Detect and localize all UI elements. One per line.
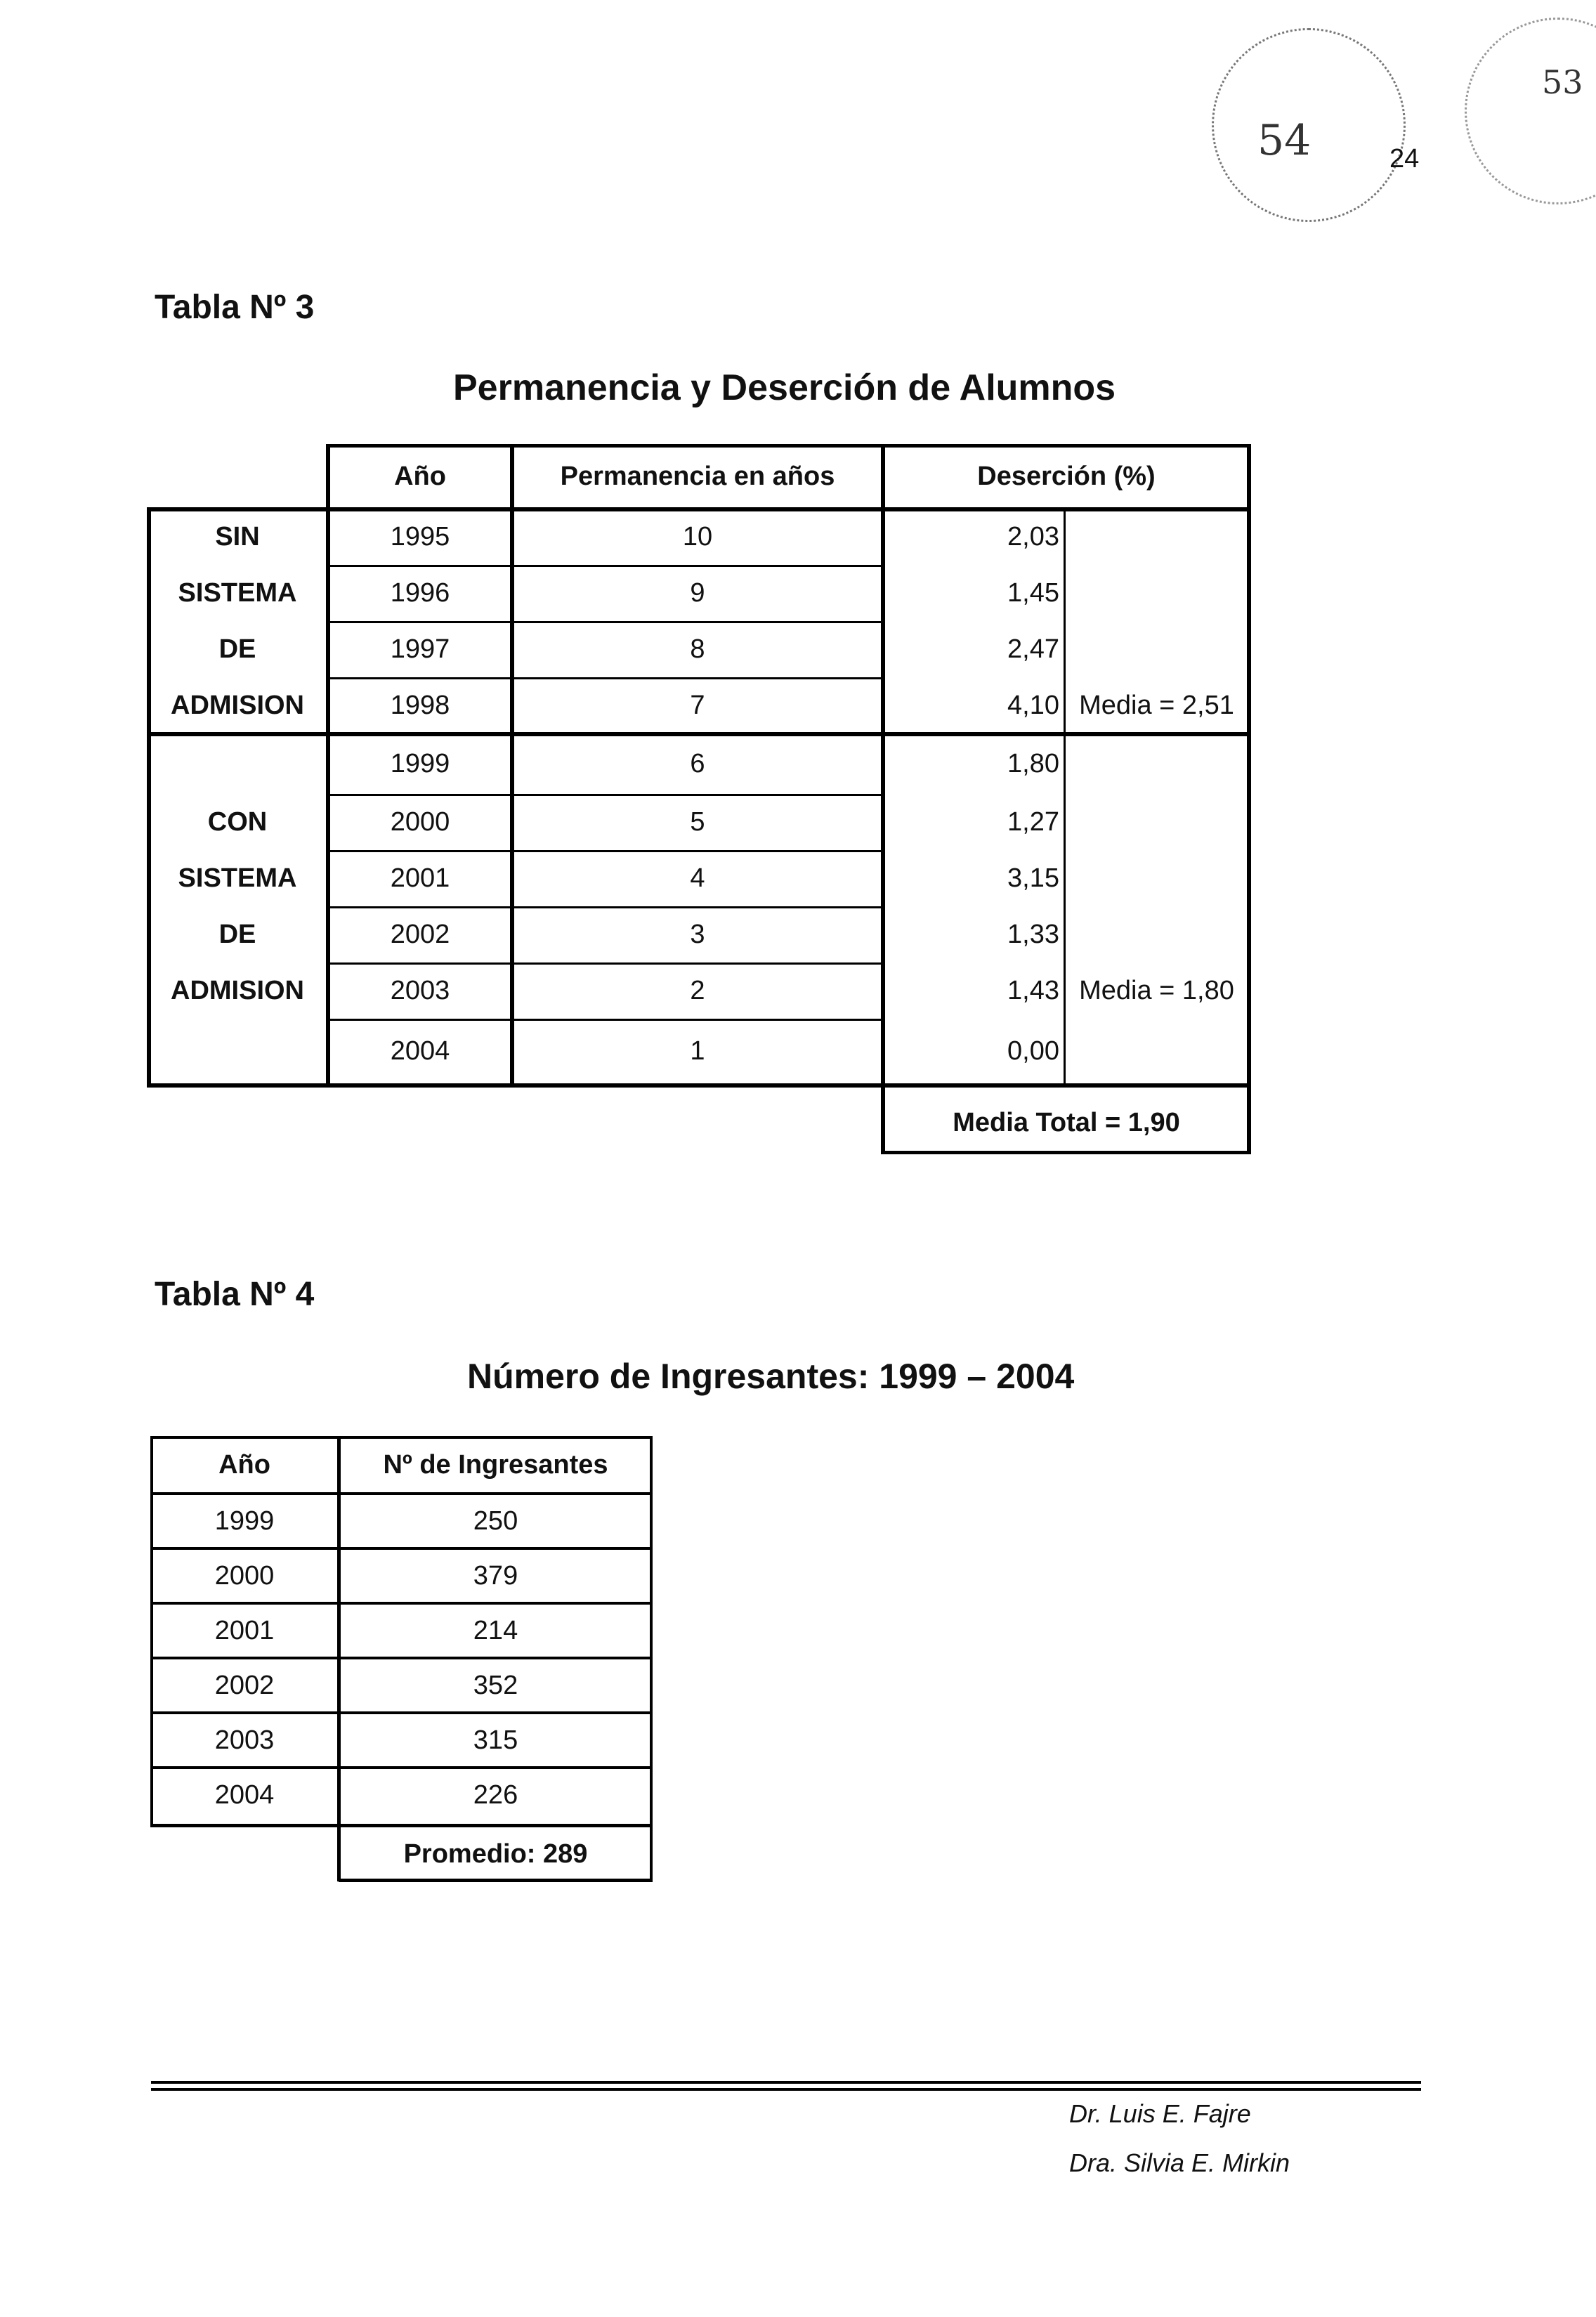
table3-cell-permanencia: 1 [690, 1036, 705, 1066]
group-sin-label-1: SIN [215, 521, 260, 551]
table4-cell-year: 2000 [214, 1560, 275, 1591]
table4-row-divider [150, 1657, 653, 1659]
table3-row-divider [328, 621, 883, 623]
table3-row-divider [328, 1019, 883, 1021]
table3-cell-permanencia: 7 [690, 690, 705, 720]
table4-promedio: Promedio: 289 [403, 1839, 588, 1869]
table3-caption: Tabla Nº 3 [155, 289, 315, 326]
table3-cell-permanencia: 6 [690, 748, 705, 778]
table3-cell-permanencia: 2 [690, 975, 705, 1005]
table4-cell-year: 2004 [214, 1780, 275, 1810]
table4-header-ingresantes: Nº de Ingresantes [383, 1449, 608, 1480]
table3-cell-desercion: 3,15 [1007, 863, 1059, 893]
table3-cell-year: 1997 [390, 634, 450, 664]
table3-cell-permanencia: 4 [690, 863, 705, 893]
media-total: Media Total = 1,90 [953, 1107, 1180, 1137]
media-sin: Media = 2,51 [1079, 690, 1234, 720]
table3-header-bottom [147, 507, 1250, 511]
table3-cell-year: 1999 [390, 748, 450, 778]
table3-cell-desercion: 4,10 [1007, 690, 1059, 720]
table4-cell-ingresantes: 352 [473, 1670, 518, 1700]
seal-stamp-right [1465, 18, 1596, 204]
author-2: Dra. Silvia E. Mirkin [1069, 2148, 1290, 2177]
table3-row-divider [328, 565, 883, 567]
table3-cell-year: 2003 [390, 975, 450, 1005]
table3-cell-year: 1996 [390, 577, 450, 608]
table3-cell-year: 2001 [390, 863, 450, 893]
table3-cell-desercion: 1,80 [1007, 748, 1059, 778]
table4-header-year: Año [218, 1449, 270, 1480]
table3-title: Permanencia y Deserción de Alumnos [453, 367, 1116, 408]
table3-left-border [147, 507, 151, 1088]
table4-row-divider [150, 1766, 653, 1769]
group-con-label-3: DE [218, 919, 256, 949]
table3-cell-desercion: 1,33 [1007, 919, 1059, 949]
table3-top-border [328, 444, 1250, 448]
table3 [147, 444, 1250, 1155]
table3-header-permanencia: Permanencia en años [560, 461, 835, 491]
table4-cell-ingresantes: 250 [473, 1506, 518, 1536]
table3-cell-permanencia: 9 [690, 577, 705, 608]
group-con-label-4: ADMISION [171, 975, 304, 1005]
table3-cell-year: 2004 [390, 1036, 450, 1066]
table4-cell-year: 2001 [214, 1615, 275, 1645]
group-sin-label-4: ADMISION [171, 690, 304, 720]
table3-row-divider [328, 850, 883, 852]
handwritten-folio-54: 54 [1257, 116, 1312, 165]
table4-left-border [150, 1436, 153, 1827]
table3-cell-year: 1995 [390, 521, 450, 551]
table4-row-divider [150, 1547, 653, 1550]
table4-cell-ingresantes: 226 [473, 1780, 518, 1810]
table3-col-divider [326, 444, 330, 1088]
table4-title: Número de Ingresantes: 1999 – 2004 [467, 1357, 1075, 1396]
table3-cell-permanencia: 5 [690, 807, 705, 837]
table4-cell-year: 2003 [214, 1725, 275, 1755]
table3-cell-desercion: 0,00 [1007, 1036, 1059, 1066]
table4-bottom-border [150, 1824, 653, 1827]
table4-row-divider [150, 1711, 653, 1714]
table3-bottom-border [147, 1083, 1250, 1088]
table4-cell-ingresantes: 315 [473, 1725, 518, 1755]
table4-top-border [150, 1436, 653, 1439]
table3-cell-permanencia: 3 [690, 919, 705, 949]
table3-cell-year: 2000 [390, 807, 450, 837]
footer-rule-top [151, 2081, 1421, 2084]
group-con-label-2: SISTEMA [178, 863, 297, 893]
author-1: Dr. Luis E. Fajre [1069, 2099, 1251, 2128]
table3-media-divider [1064, 509, 1066, 1083]
table4-promedio-bottom [339, 1879, 653, 1882]
table4-col-divider [337, 1436, 341, 1881]
table3-cell-year: 1998 [390, 690, 450, 720]
table3-header-desercion: Deserción (%) [977, 461, 1156, 491]
table4-caption: Tabla Nº 4 [155, 1276, 315, 1313]
table3-row-divider [328, 677, 883, 679]
group-sin-label-3: DE [218, 634, 256, 664]
table3-cell-desercion: 2,47 [1007, 634, 1059, 664]
table3-cell-year: 2002 [390, 919, 450, 949]
table3-cell-desercion: 1,43 [1007, 975, 1059, 1005]
table3-total-bottom [883, 1151, 1250, 1154]
table3-cell-permanencia: 10 [682, 521, 713, 551]
group-sin-label-2: SISTEMA [178, 577, 297, 608]
table3-col-divider [510, 444, 514, 1088]
table3-cell-desercion: 1,45 [1007, 577, 1059, 608]
table4-row-divider [150, 1602, 653, 1605]
table3-cell-permanencia: 8 [690, 634, 705, 664]
table4-cell-ingresantes: 379 [473, 1560, 518, 1591]
table4-row-divider [150, 1492, 653, 1495]
table3-row-divider [328, 906, 883, 908]
table3-group-divider [147, 732, 1250, 736]
table4-cell-year: 2002 [214, 1670, 275, 1700]
table3-right-border [1247, 444, 1251, 1154]
media-con: Media = 1,80 [1079, 975, 1234, 1005]
table4-right-border [650, 1436, 653, 1881]
handwritten-folio-53: 53 [1542, 63, 1583, 101]
table3-header-year: Año [394, 461, 446, 491]
table3-row-divider [328, 794, 883, 796]
table3-cell-desercion: 1,27 [1007, 807, 1059, 837]
table3-col-divider [881, 444, 885, 1154]
group-con-label-1: CON [207, 807, 268, 837]
table4-cell-year: 1999 [214, 1506, 275, 1536]
table4 [150, 1436, 653, 1883]
table3-cell-desercion: 2,03 [1007, 521, 1059, 551]
table4-cell-ingresantes: 214 [473, 1615, 518, 1645]
table3-row-divider [328, 962, 883, 965]
page-number: 24 [1389, 144, 1420, 174]
footer-rule-bottom [151, 2088, 1421, 2091]
